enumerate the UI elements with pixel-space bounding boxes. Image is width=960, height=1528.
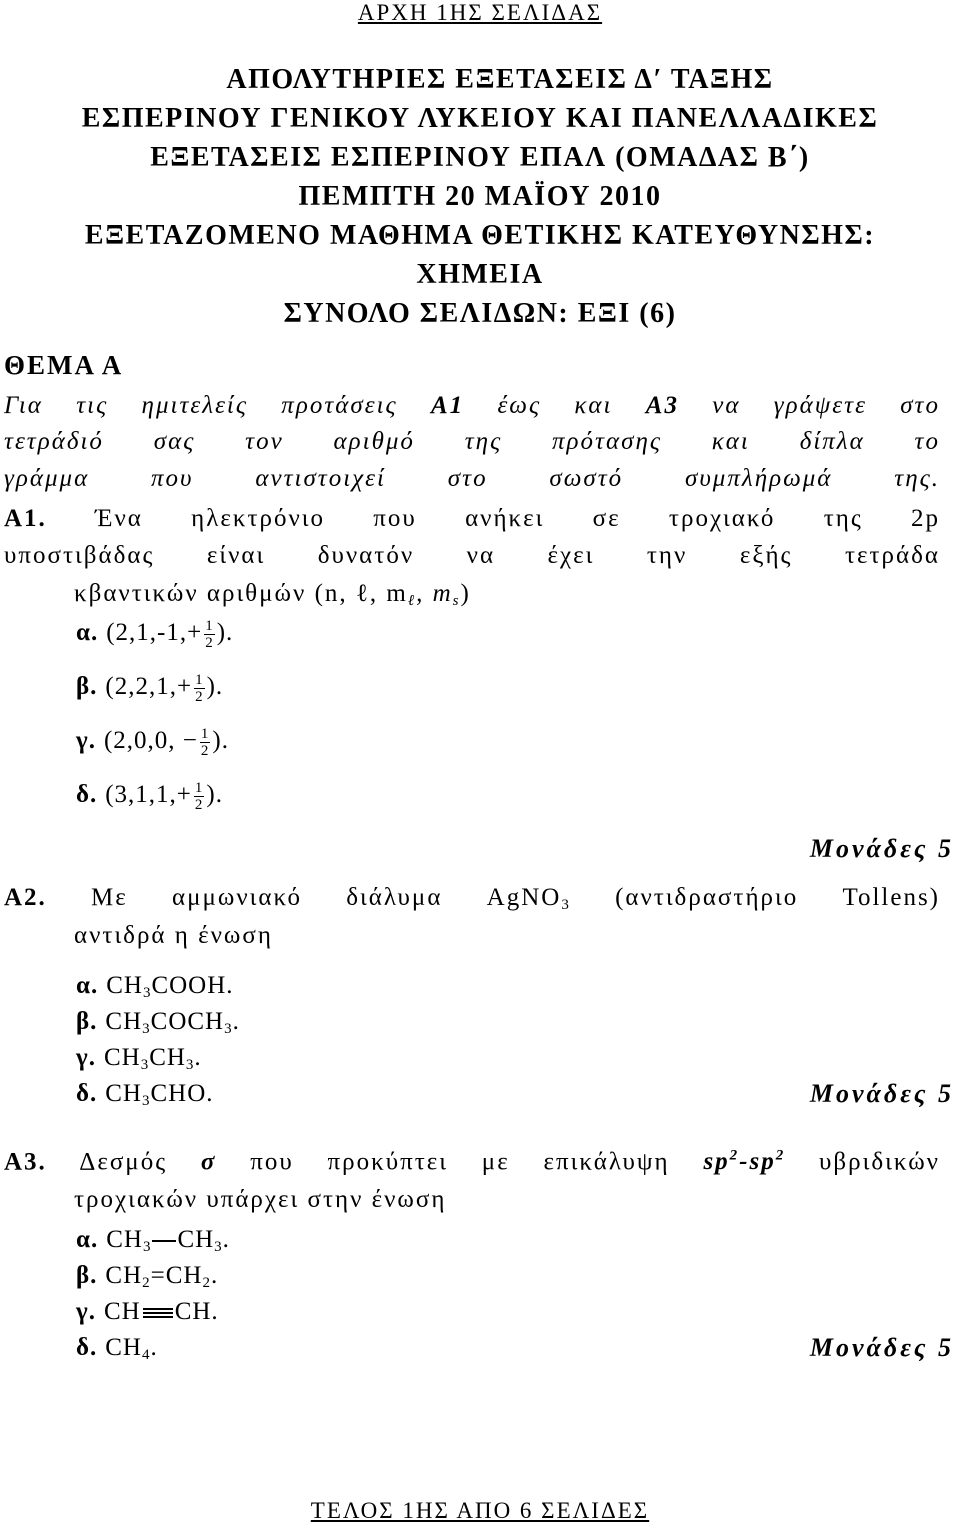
formula-part: .	[210, 1262, 219, 1289]
option-a2-a	[76, 972, 234, 1002]
formula-part: CHO.	[150, 1080, 214, 1107]
option-text: (2,2,1,+	[105, 673, 193, 701]
title-line: ΧΗΜΕΙΑ	[416, 259, 544, 290]
instructions-line-1	[4, 392, 940, 420]
subscript: 2	[202, 1275, 211, 1291]
subscript: 3	[142, 1021, 151, 1037]
formula-part: CH	[105, 1080, 142, 1107]
fraction-denominator: 2	[205, 635, 214, 651]
question-text: , m	[416, 580, 453, 607]
question-a2-line-1	[4, 884, 940, 914]
formula-part: sp	[703, 1148, 730, 1176]
instructions-text: Για τις ημιτελείς προτάσεις	[4, 392, 398, 419]
formula-part: .	[222, 1226, 230, 1253]
question-a1-line-1	[4, 505, 940, 533]
option-a3-b	[76, 1262, 218, 1292]
formula-part: .	[150, 1334, 158, 1361]
formula-part: CH	[105, 1008, 143, 1035]
marks-a3: Μονάδες 5	[809, 1333, 954, 1362]
formula-part: COOH.	[151, 972, 234, 999]
subscript: 3	[224, 1021, 233, 1037]
option-text: (2,1,-1,+	[106, 619, 203, 647]
page-header: ΑΡΧΗ 1ΗΣ ΣΕΛΙΔΑΣ	[357, 0, 603, 25]
title-line: ΣΥΝΟΛΟ ΣΕΛΙΔΩΝ: ΕΞΙ (6)	[283, 298, 677, 329]
option-text: ).	[206, 673, 224, 701]
option-text: ).	[216, 619, 234, 647]
option-label: δ.	[76, 1334, 98, 1361]
title-line: ΕΞΕΤΑΖΟΜΕΝΟ ΜΑΘΗΜΑ ΘΕΤΙΚΗΣ ΚΑΤΕΥΘΥΝΣΗΣ:	[84, 220, 876, 251]
option-label: γ.	[76, 727, 96, 755]
option-text: ).	[206, 781, 223, 809]
option-label: β.	[76, 673, 98, 701]
question-text: Δεσμός	[79, 1148, 168, 1176]
subscript: 3	[185, 1057, 195, 1073]
superscript: 2	[775, 1148, 786, 1164]
subscript: s	[452, 593, 461, 609]
formula-part: CH	[106, 972, 143, 999]
subscript: ℓ	[407, 593, 417, 609]
option-text: ).	[212, 727, 229, 755]
question-a1-line-2: υποστιβάδας είναι δυνατόν να έχει την εξής τετράδα	[4, 542, 940, 569]
question-number: Α1.	[4, 505, 47, 532]
option-label: α.	[76, 972, 99, 999]
subscript: 3	[142, 1239, 152, 1255]
question-a3-line-2: τροχιακών υπάρχει στην ένωση	[74, 1186, 447, 1213]
formula-part: CH	[103, 1044, 141, 1071]
question-a3-line-1	[4, 1148, 940, 1176]
subscript: 3	[140, 1057, 150, 1073]
fraction	[194, 780, 205, 813]
question-text: υβριδικών	[819, 1148, 940, 1176]
option-a1-a	[76, 618, 233, 651]
option-label: δ.	[76, 781, 98, 809]
subscript: 3	[142, 985, 152, 1001]
formula-part: .	[194, 1044, 202, 1071]
option-label: β.	[76, 1008, 98, 1035]
option-a1-b	[76, 672, 223, 705]
question-text: που προκύπτει με επικάλυψη	[250, 1148, 670, 1176]
option-a2-b	[76, 1008, 240, 1038]
question-text: Ένα ηλεκτρόνιο που ανήκει σε τροχιακό της 2p	[95, 505, 941, 532]
formula-part: CH	[105, 1262, 143, 1289]
option-a3-c	[76, 1298, 219, 1326]
title-line: ΠΕΜΠΤΗ 20 ΜΑΪΟΥ 2010	[298, 181, 662, 212]
formula-part: =CH	[150, 1262, 203, 1289]
question-text: κβαντικών αριθμών (n, ℓ, m	[74, 580, 408, 607]
option-label: β.	[76, 1262, 98, 1289]
formula-part: CH	[103, 1298, 141, 1325]
option-label: γ.	[76, 1298, 96, 1325]
formula-part: .	[232, 1008, 240, 1035]
option-label: δ.	[76, 1080, 98, 1107]
marks-a2: Μονάδες 5	[809, 1079, 954, 1108]
formula-part: CH.	[174, 1298, 219, 1325]
instructions-line-3: γράμμα που αντιστοιχεί στο σωστό συμπλήρωμά της.	[4, 465, 940, 492]
fraction	[200, 726, 211, 759]
question-text: (αντιδραστήριο Tollens)	[615, 884, 941, 911]
formula-part: COCH	[150, 1008, 225, 1035]
question-a1-line-3	[74, 580, 471, 610]
question-text: Με αμμωνιακό διάλυμα AgNO	[91, 884, 562, 911]
section-title: ΘΕΜΑ Α	[4, 350, 124, 380]
hybrid-orbitals	[703, 1148, 785, 1175]
instructions-text: να γράψετε στο	[712, 392, 940, 419]
option-a1-c	[76, 726, 229, 759]
question-a2-line-2: αντιδρά η ένωση	[74, 922, 273, 949]
sigma-symbol: σ	[200, 1148, 217, 1176]
marks-a1: Μονάδες 5	[809, 834, 954, 863]
fraction	[194, 672, 205, 705]
option-label: γ.	[76, 1044, 96, 1071]
fraction-denominator: 2	[194, 797, 204, 813]
option-label: α.	[76, 619, 99, 647]
option-a2-d	[76, 1080, 214, 1110]
fraction-denominator: 2	[200, 743, 210, 759]
superscript: 2	[729, 1148, 740, 1164]
formula-part: CH	[105, 1334, 142, 1361]
option-text: (3,1,1,+	[105, 781, 192, 809]
question-text: )	[460, 580, 471, 607]
formula-part: CH	[106, 1226, 143, 1253]
formula-part: CH	[149, 1044, 186, 1071]
fraction-numerator: 1	[200, 726, 210, 742]
subscript: 4	[141, 1347, 151, 1363]
title-line: ΕΞΕΤΑΣΕΙΣ ΕΣΠΕΡΙΝΟΥ ΕΠΑΛ (ΟΜΑΔΑΣ Β΄)	[150, 142, 810, 173]
question-number: Α2.	[4, 884, 47, 911]
option-a1-d	[76, 780, 223, 813]
title-line: ΑΠΟΛΥΤΗΡΙΕΣ ΕΞΕΤΑΣΕΙΣ Δ′ ΤΑΞΗΣ	[226, 64, 774, 95]
question-ref: Α3	[645, 392, 679, 419]
question-number: Α3.	[4, 1148, 47, 1176]
triple-bond	[143, 1307, 173, 1319]
exam-title	[0, 60, 960, 333]
fraction-numerator: 1	[194, 780, 204, 796]
formula-part: CH	[177, 1226, 215, 1253]
page-footer: ΤΕΛΟΣ 1ΗΣ ΑΠΟ 6 ΣΕΛΙΔΕΣ	[310, 1498, 650, 1523]
instructions-text: έως και	[497, 392, 613, 419]
option-a2-c	[76, 1044, 202, 1074]
option-a3-d	[76, 1334, 158, 1364]
fraction-denominator: 2	[195, 689, 204, 705]
question-ref: Α1	[430, 392, 465, 419]
option-label: α.	[76, 1226, 99, 1253]
fraction-numerator: 1	[205, 618, 214, 634]
title-line: ΕΣΠΕΡΙΝΟΥ ΓΕΝΙΚΟΥ ΛΥΚΕΙΟΥ ΚΑΙ ΠΑΝΕΛΛΑΔΙΚΕΣ	[81, 103, 879, 134]
subscript: 3	[561, 897, 571, 913]
fraction-numerator: 1	[195, 672, 204, 688]
option-text: (2,0,0, −	[103, 727, 198, 755]
option-a3-a	[76, 1226, 230, 1256]
fraction	[204, 618, 215, 651]
single-bond	[152, 1240, 176, 1242]
instructions-line-2: τετράδιό σας τον αριθμό της πρότασης και δίπλα το	[4, 428, 940, 455]
subscript: 2	[142, 1275, 151, 1291]
formula-part: -sp	[739, 1148, 776, 1176]
subscript: 3	[214, 1239, 223, 1255]
subscript: 3	[141, 1093, 151, 1109]
